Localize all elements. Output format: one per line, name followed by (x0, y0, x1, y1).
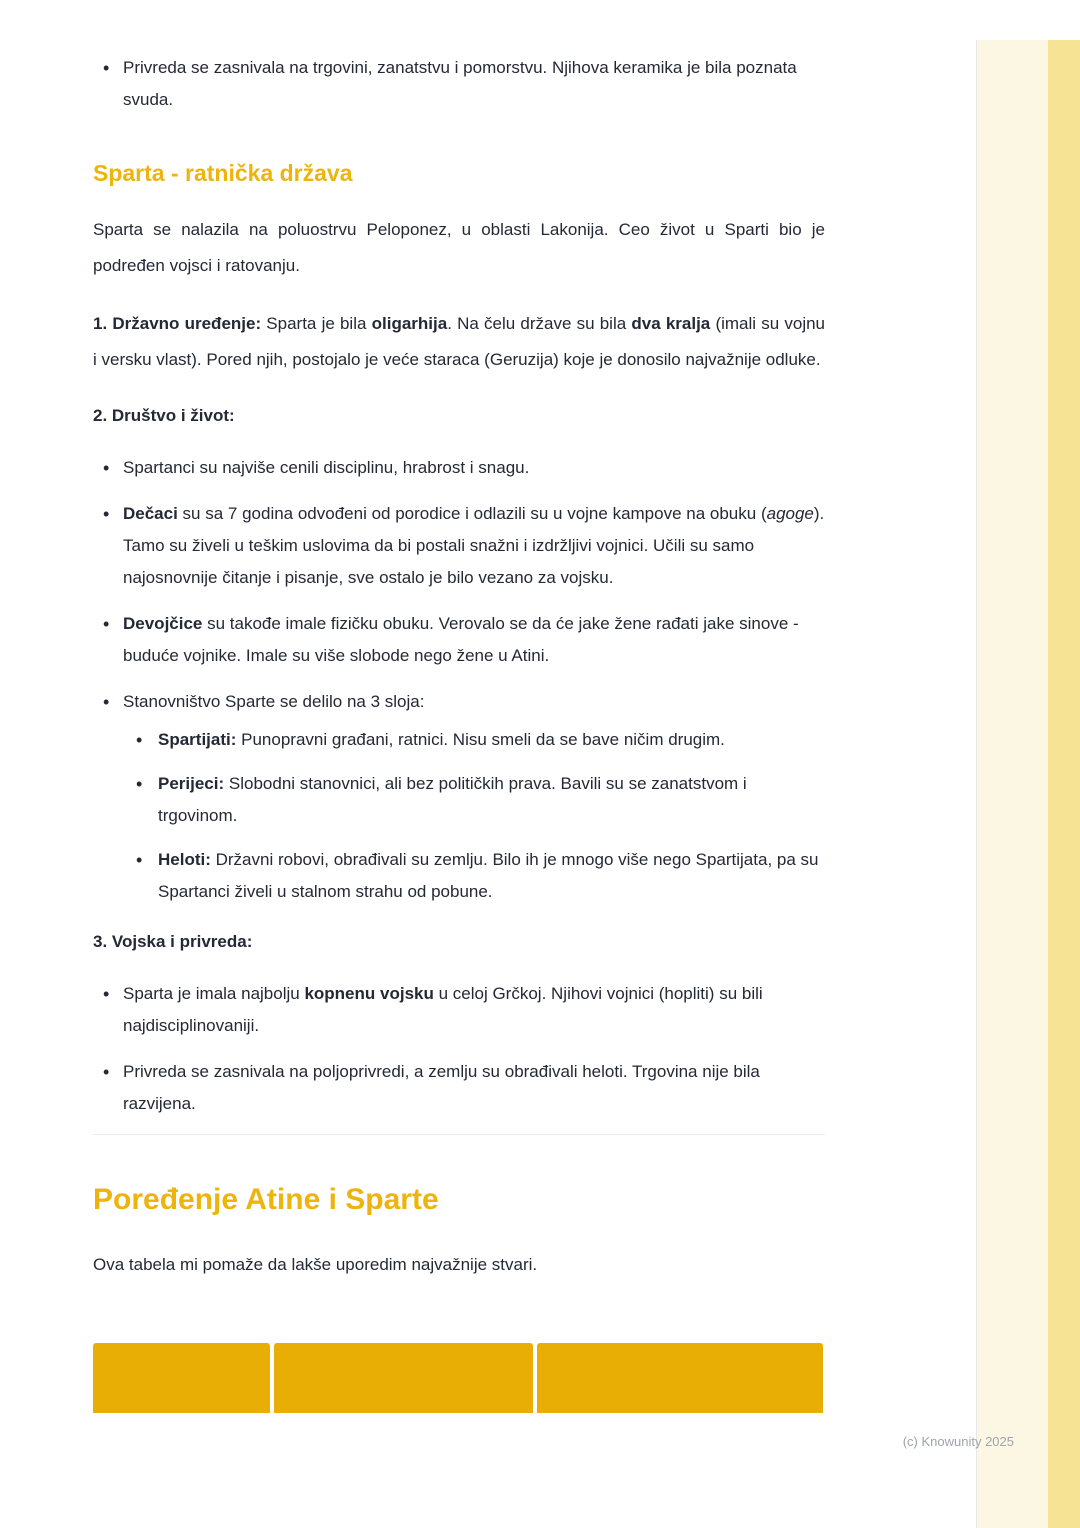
table-header-cell (93, 1343, 270, 1413)
list-item-text: Perijeci: Slobodni stanovnici, ali bez političkih prava. Bavili su se zanatstvom i trgovinom. (158, 774, 747, 825)
list-item (93, 498, 825, 594)
page-edge-strip (1048, 40, 1080, 1528)
list-item (93, 1056, 825, 1120)
list-item-text: Stanovništvo Sparte se delilo na 3 sloja: (123, 692, 425, 711)
list-item-text: Spartanci su najviše cenili disciplinu, hrabrost i snagu. (123, 458, 530, 477)
comparison-table-header (93, 1343, 825, 1413)
section-divider (93, 1134, 825, 1135)
list-item (93, 452, 825, 484)
note-content (93, 52, 825, 1413)
military-list (93, 978, 825, 1120)
table-header-cell (274, 1343, 533, 1413)
paragraph-location: Sparta se nalazila na poluostrvu Peloponez, u oblasti Lakonija. Ceo život u Sparti bio je podređen vojsci i ratovanju. (93, 220, 825, 275)
comparison-heading: Poređenje Atine i Sparte (93, 1183, 439, 1216)
section-heading-sparta: Sparta - ratnička država (93, 160, 353, 186)
list-item-text: Privreda se zasnivala na poljoprivredi, a zemlju su obrađivali heloti. Trgovina nije bila razvijena. (123, 1062, 760, 1113)
strata-list (123, 724, 825, 908)
list-item-text: Privreda se zasnivala na trgovini, zanatstvu i pomorstvu. Njihova keramika je bila poznata svuda. (123, 58, 797, 109)
paragraph-state: 1. Državno uređenje: Sparta je bila oligarhija. Na čelu države su bila dva kralja (imali su vojnu i versku vlast). Pored njih, postojalo je veće staraca (Geruzija) koje je donosilo najvažnije odluke. (93, 314, 825, 369)
list-item-text: Dečaci su sa 7 godina odvođeni od porodice i odlazili su u vojne kampove na obuku (agoge). Tamo su živeli u teškim uslovima da bi postali snažni i izdržljivi vojnici. Učili su samo najosnovnije čitanje i pisanje, sve ostalo je bilo vezano za vojsku. (123, 504, 825, 587)
comparison-intro: Ova tabela mi pomaže da lakše uporedim najvažnije stvari. (93, 1255, 538, 1274)
watermark: (c) Knowunity 2025 (902, 1434, 1014, 1449)
list-item-text: Sparta je imala najbolju kopnenu vojsku u celoj Grčkoj. Njihovi vojnici (hopliti) su bili najdisciplinovaniji. (123, 984, 763, 1035)
society-list (93, 452, 825, 908)
list-item-text: Heloti: Državni robovi, obrađivali su zemlju. Bilo ih je mnogo više nego Spartijata, pa su Spartanci živeli u stalnom strahu od pobune. (158, 850, 819, 901)
list-item-text: Spartijati: Punopravni građani, ratnici. Nisu smeli da se bave ničim drugim. (158, 730, 725, 749)
list-item (93, 52, 825, 116)
table-header-cell (537, 1343, 823, 1413)
intro-bullet-list (93, 52, 825, 116)
list-item (123, 768, 825, 832)
subheading-military: 3. Vojska i privreda: (93, 932, 253, 951)
list-item (93, 608, 825, 672)
list-item (93, 978, 825, 1042)
list-item (123, 724, 825, 756)
list-item-text: Devojčice su takođe imale fizičku obuku. Verovalo se da će jake žene rađati jake sinove - buduće vojnike. Imale su više slobode nego žene u Atini. (123, 614, 799, 665)
list-item (93, 686, 825, 908)
list-item (123, 844, 825, 908)
subheading-society: 2. Društvo i život: (93, 406, 235, 425)
